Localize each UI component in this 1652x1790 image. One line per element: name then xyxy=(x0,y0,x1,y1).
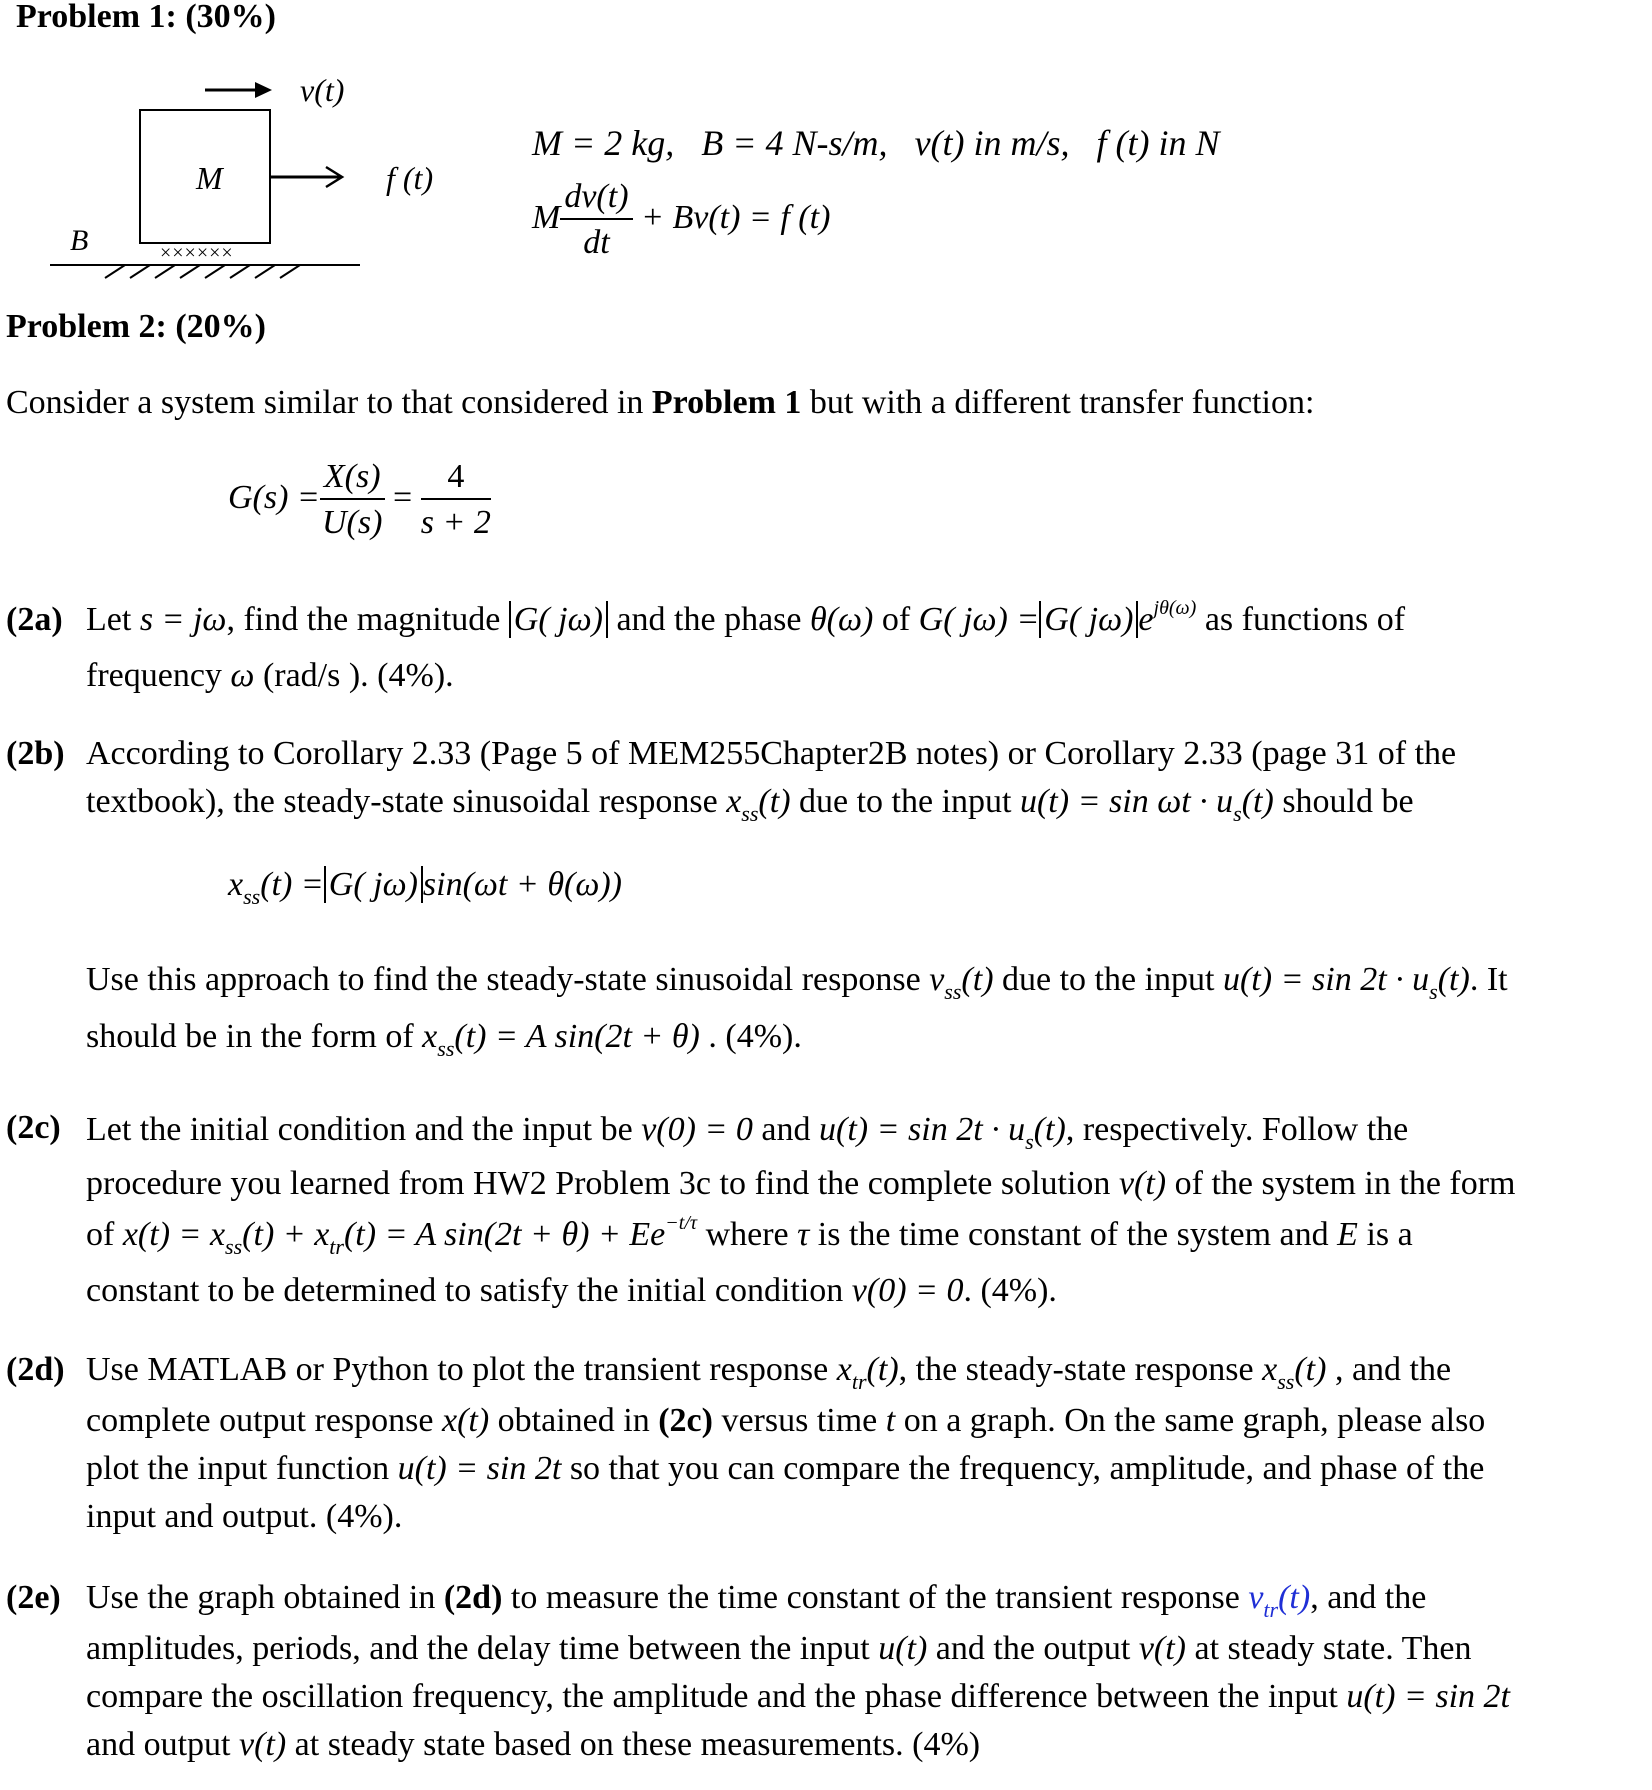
part-2a-label: (2a) xyxy=(6,601,63,638)
part-2a-text: Let s = jω, find the magnitude G( jω) and the phase θ(ω) of G( jω) = G( jω) $e^{j\theta(\omega)}$ as functions of frequency ω (rad/s ). (4%). xyxy=(86,597,1406,694)
part-2e-label: (2e) xyxy=(6,1579,61,1616)
part-2d-label: (2d) xyxy=(6,1351,65,1388)
bearing-marks: ×××××× xyxy=(160,242,234,264)
transfer-function: G(s) = $\frac{X(s)}{U(s)}$ = $\frac{4}{s + 2}$ xyxy=(228,458,491,541)
part-2b-text: According to Corollary 2.33 (Page 5 of MEM255Chapter2B notes) or Corollary 2.33 (page 31 of the textbook), the steady-state sinusoidal response $x_{ss}(t)$ due to the input $u(t) = \sin \omega t \cdot u_s(t)$ should be xyxy=(86,735,1457,826)
force-label: f (t) xyxy=(386,160,434,196)
part-2d-text: Use MATLAB or Python to plot the transient response $x_{tr}(t)$, the steady-state response $x_{ss}(t)$ , and the complete output response x(t) obtained in (2c) versus time t on a graph. On the same graph, please also plot the input function u(t) = sin 2t so that you can compare the frequency, amplitude, and phase of the input and output. (4%). xyxy=(86,1351,1486,1535)
part-2c-text: Let the initial condition and the input be v(0) = 0 and $u(t) = \sin 2t \cdot u_s(t)$, respectively. Follow the procedure you learned from HW2 Problem 3c to find the complete solution v(t) of the system in the form of $x(t) = x_{ss}(t) + x_{tr}(t) = A$ $\sin(2t + \theta) + Ee^{-t/\tau}$ where τ is the time constant of the system and E is a constant to be determined to satisfy the initial condition v(0) = 0. (4%). xyxy=(86,1111,1516,1309)
velocity-label: v(t) xyxy=(300,72,345,108)
problem-2-heading: Problem 2: (20%) xyxy=(6,308,266,345)
mass-label: M xyxy=(196,160,223,196)
problem-1-parameters: M = 2 kg, B = 4 N-s/m, v(t) in m/s, f (t) in N xyxy=(532,123,1220,163)
problem-1-heading: Problem 1: (30%) xyxy=(16,0,276,35)
damper-label: B xyxy=(70,224,89,257)
problem-1-equation: M $\frac{dv(t)}{dt}$ + Bv(t) = f (t) xyxy=(532,178,831,261)
ground-hatching xyxy=(105,265,300,278)
part-2b-label: (2b) xyxy=(6,735,65,772)
part-2c-label: (2c) xyxy=(6,1109,61,1146)
problem-2-intro: Consider a system similar to that considered in Problem 1 but with a different transfer function: xyxy=(6,384,1315,421)
velocity-arrow-head xyxy=(255,82,272,98)
steady-state-formula: $x_{ss}(t) = G$( jω) sin(ωt + θ(ω)) xyxy=(228,866,622,909)
part-2b-text-continued: Use this approach to find the steady-state sinusoidal response $v_{ss}(t)$ due to the input $u(t) = \sin 2t \cdot u_s(t)$. It should be in the form of $x_{ss}(t) = A$ sin(2t + θ) . (4%). xyxy=(86,961,1508,1061)
part-2e-text: Use the graph obtained in (2d) to measure the time constant of the transient response $v_{tr}(t)$, and the amplitudes, periods, and the delay time between the input u(t) and the output v(t) at steady state. Then compare the oscillation frequency, the amplitude and the phase difference between the input u(t) = sin 2t and output v(t) at steady state based on these measurements. (4%) xyxy=(86,1579,1511,1763)
